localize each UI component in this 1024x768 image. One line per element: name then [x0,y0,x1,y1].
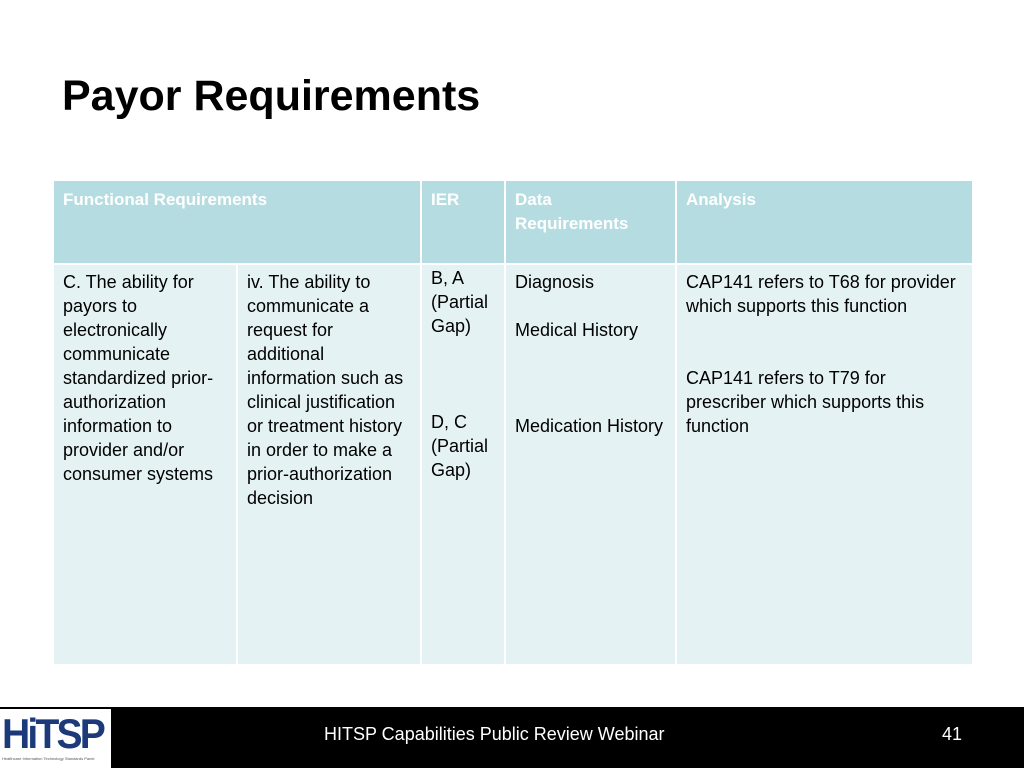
data-requirements-cell [505,264,676,665]
ier-value: D, C (Partial Gap) [431,412,489,480]
hitsp-logo-tagline: Healthcare Information Technology Standards Panel [2,756,95,761]
header-ier: IER [421,180,505,264]
hitsp-logo-mark: HiTSP [2,710,104,757]
analysis-item: CAP141 refers to T79 for prescriber which supports this function [686,368,925,436]
analysis-item: CAP141 refers to T68 for provider which supports this function [686,272,956,316]
header-data-requirements: Data Requirements [505,180,676,264]
header-functional-requirements: Functional Requirements [53,180,421,264]
table-header-row [53,180,973,264]
footer-bar [0,707,1024,768]
functional-requirement-cell: C. The ability for payors to electronically communicate standardized prior-authorization information to provider and/or consumer systems [53,264,237,665]
payor-requirements-table [52,179,974,666]
functional-subrequirement-cell: iv. The ability to communicate a request for additional information such as clinical justification or treatment history in order to make a prior-authorization decision [237,264,421,665]
ier-cell [421,264,505,665]
header-analysis: Analysis [676,180,973,264]
hitsp-logo [0,709,111,768]
data-requirement-item: Medication History [515,416,664,436]
analysis-cell [676,264,973,665]
table-row [53,264,973,665]
slide-number: 41 [941,724,962,744]
footer-caption: HITSP Capabilities Public Review Webinar [324,724,665,744]
data-requirement-item: Diagnosis [515,272,595,292]
slide-title: Payor Requirements [62,72,481,120]
data-requirement-item: Medical History [515,320,639,340]
ier-value: B, A (Partial Gap) [431,268,489,336]
